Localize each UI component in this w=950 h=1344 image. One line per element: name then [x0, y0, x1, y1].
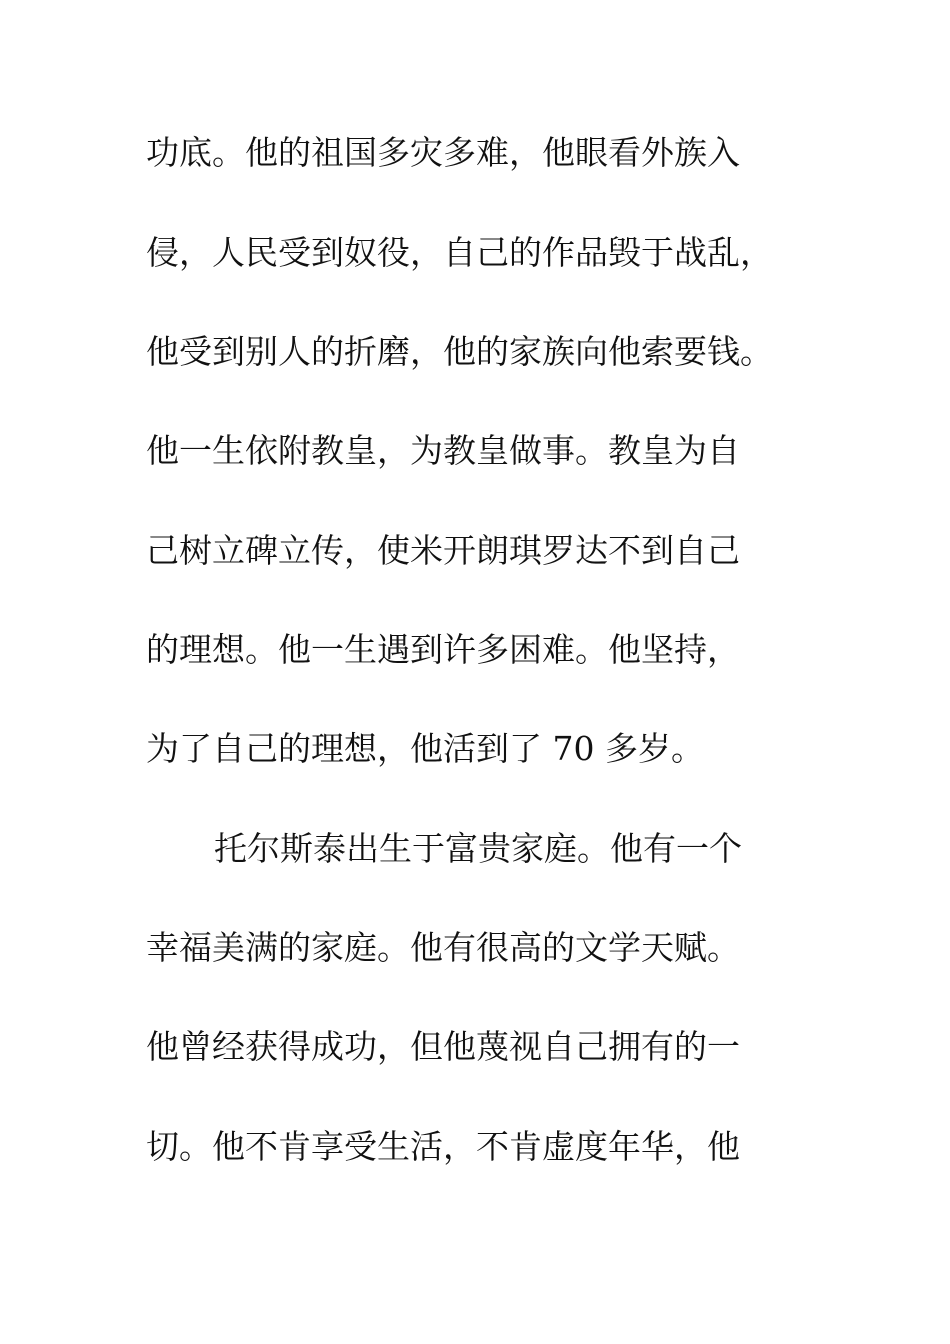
- text-line: 他曾经获得成功，但他蔑视自己拥有的一: [146, 1027, 740, 1066]
- text-line: 己树立碑立传，使米开朗琪罗达不到自己: [146, 531, 740, 570]
- text-line: 他一生依附教皇，为教皇做事。教皇为自: [146, 431, 740, 470]
- text-line: 切。他不肯享受生活，不肯虚度年华，他: [146, 1127, 740, 1166]
- text-line: 幸福美满的家庭。他有很高的文学天赋。: [146, 928, 740, 967]
- text-line: 为了自己的理想，他活到了 70 多岁。: [146, 729, 704, 768]
- paragraph-first-line: 托尔斯泰出生于富贵家庭。他有一个: [214, 829, 742, 868]
- text-line: 的理想。他一生遇到许多困难。他坚持，: [146, 630, 740, 669]
- text-line: 功底。他的祖国多灾多难，他眼看外族入: [146, 133, 740, 172]
- text-line: 他受到别人的折磨，他的家族向他索要钱。: [146, 332, 773, 371]
- text-line: 侵，人民受到奴役，自己的作品毁于战乱，: [146, 233, 773, 272]
